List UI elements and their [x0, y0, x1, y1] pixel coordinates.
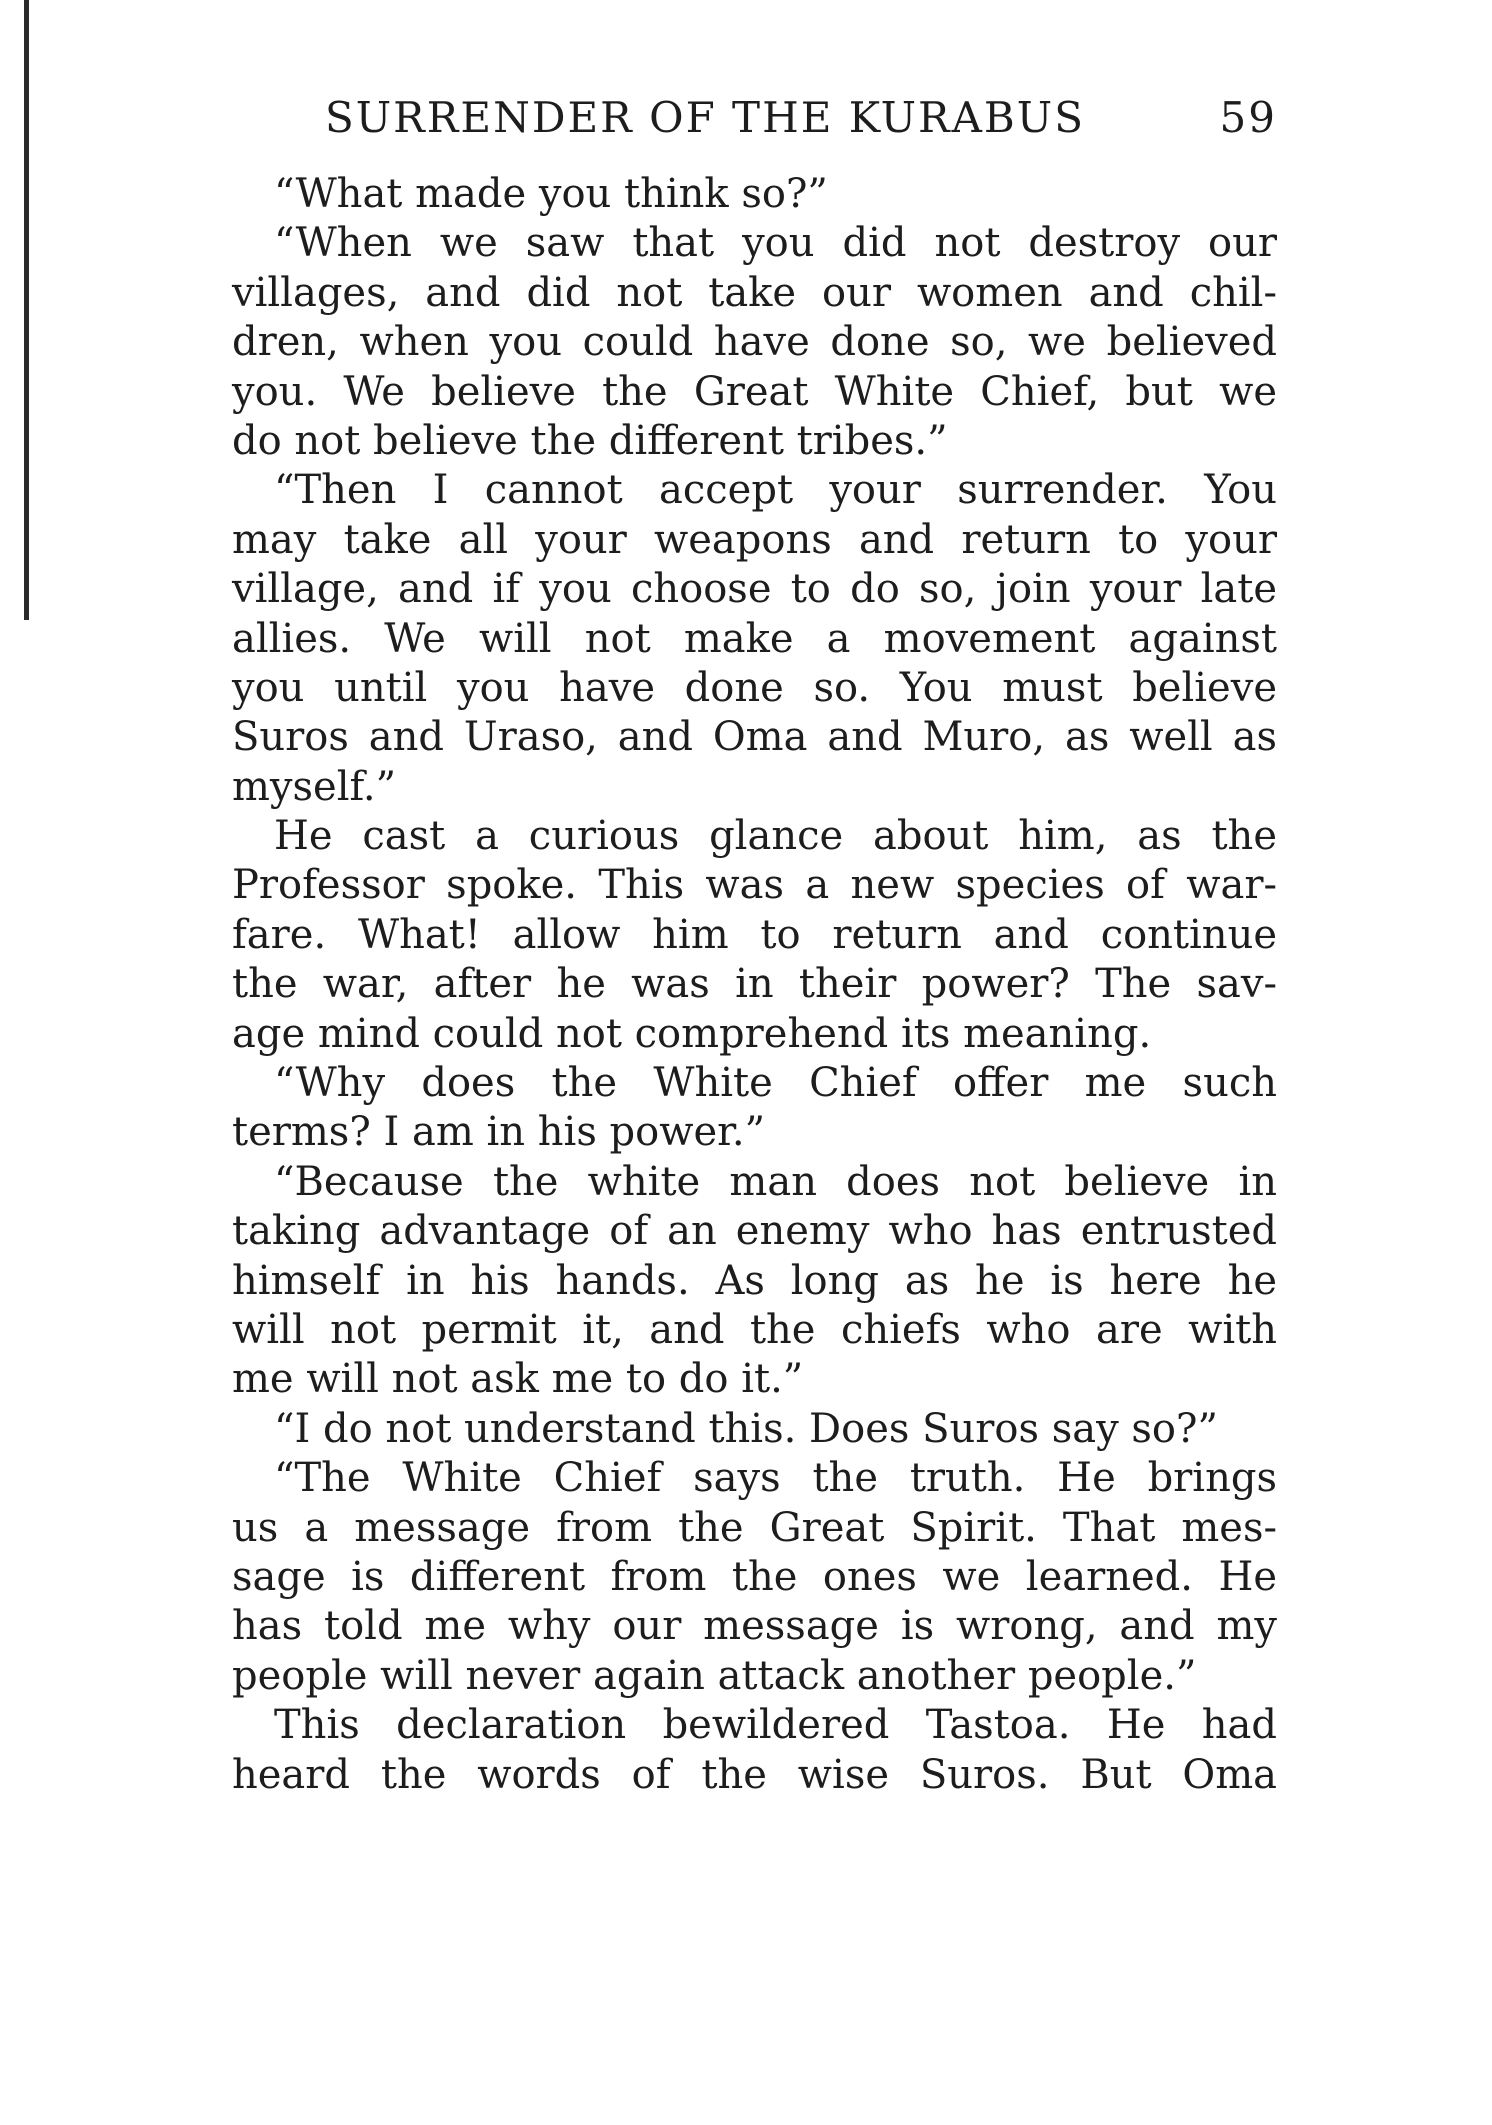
text-line: fare. What! allow him to return and continue: [232, 911, 1277, 958]
text-line: do not believe the different tribes.”: [232, 417, 948, 464]
text-line: has told me why our message is wrong, and my: [232, 1603, 1277, 1650]
text-line: allies. We will not make a movement against: [232, 615, 1277, 662]
text-line: “When we saw that you did not destroy our: [274, 220, 1277, 267]
text-line: terms? I am in his power.”: [232, 1109, 766, 1156]
text-line: heard the words of the wise Suros. But Oma: [232, 1751, 1277, 1798]
running-head: [325, 88, 1277, 148]
text-line: “Why does the White Chief offer me such: [274, 1060, 1277, 1107]
text-line: us a message from the Great Spirit. That mes-: [232, 1504, 1277, 1551]
text-line: sage is different from the ones we learned. He: [232, 1553, 1277, 1600]
text-line: “The White Chief says the truth. He brings: [274, 1455, 1277, 1502]
margin-rule: [24, 0, 29, 620]
text-line: He cast a curious glance about him, as the: [274, 813, 1277, 860]
text-line: me will not ask me to do it.”: [232, 1356, 804, 1403]
text-line: “Because the white man does not believe in: [274, 1158, 1277, 1205]
text-line: “Then I cannot accept your surrender. You: [274, 467, 1277, 514]
text-line: may take all your weapons and return to your: [232, 516, 1277, 563]
text-line: taking advantage of an enemy who has entrusted: [232, 1208, 1277, 1255]
text-line: age mind could not comprehend its meaning.: [232, 1010, 1152, 1057]
text-line: “What made you think so?”: [274, 171, 828, 217]
text-line: villages, and did not take our women and chil-: [232, 269, 1277, 316]
text-line: people will never again attack another people.”: [232, 1652, 1197, 1699]
text-line: the war, after he was in their power? The sav-: [232, 961, 1277, 1008]
text-line: himself in his hands. As long as he is here he: [232, 1257, 1277, 1304]
text-line: Professor spoke. This was a new species of war-: [232, 862, 1277, 909]
text-line: This declaration bewildered Tastoa. He had: [274, 1702, 1277, 1749]
text-line: myself.”: [232, 763, 397, 810]
body-text: [232, 170, 1277, 1800]
text-line: you until you have done so. You must believe: [232, 664, 1277, 711]
text-line: dren, when you could have done so, we believed: [232, 319, 1277, 366]
text-line: village, and if you choose to do so, join your late: [232, 566, 1277, 613]
running-head-title: SURRENDER OF THE KURABUS: [325, 93, 1085, 142]
text-line: “I do not understand this. Does Suros say so?”: [274, 1405, 1218, 1452]
text-line: Suros and Uraso, and Oma and Muro, as well as: [232, 714, 1277, 761]
page-number: 59: [1219, 93, 1277, 142]
text-line: will not permit it, and the chiefs who are with: [232, 1306, 1277, 1353]
text-line: you. We believe the Great White Chief, but we: [232, 368, 1277, 415]
